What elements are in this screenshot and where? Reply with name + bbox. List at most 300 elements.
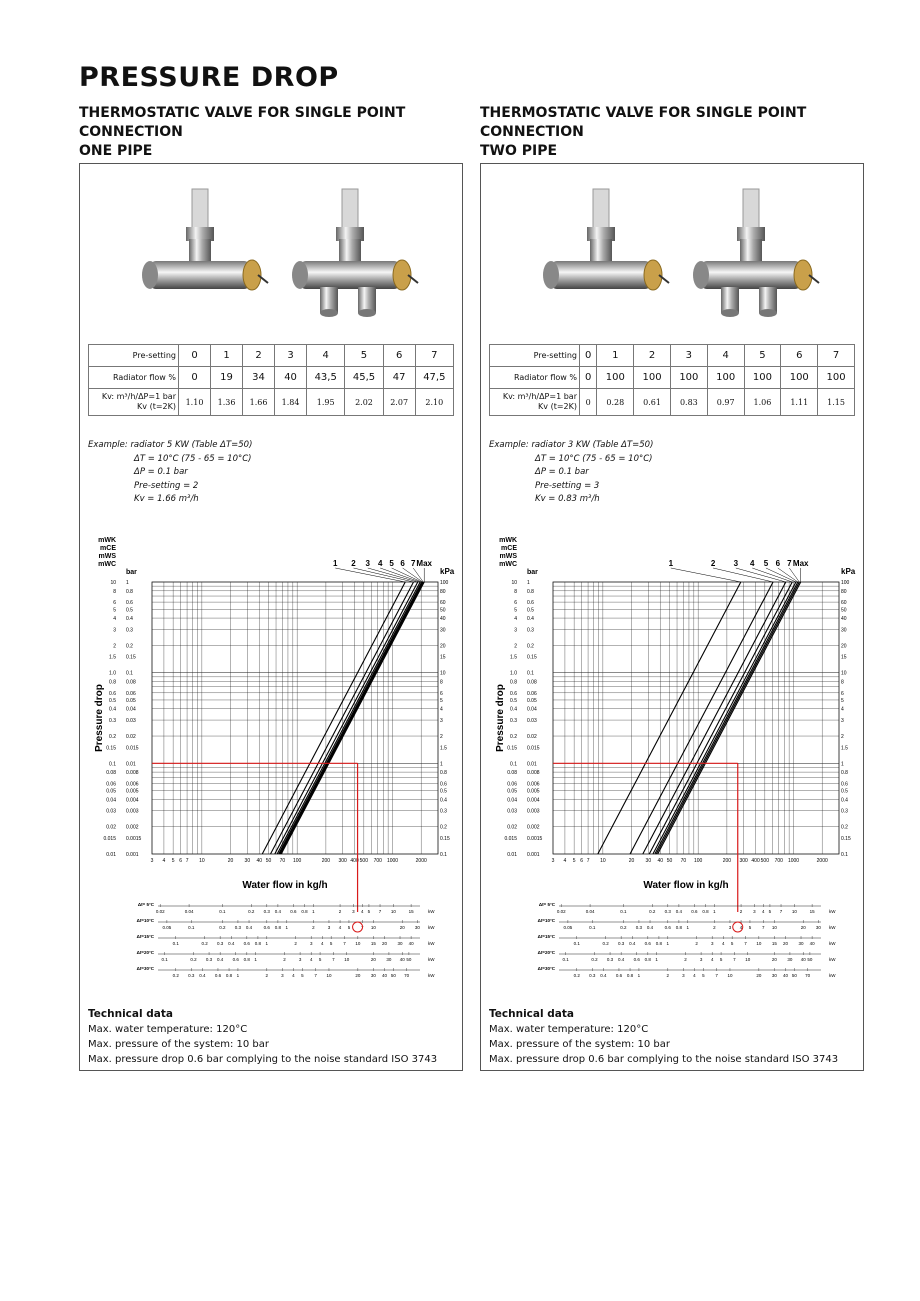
kpa-tick-label: 8 [841,679,844,686]
dt-tick-label: 7 [343,941,346,946]
table-cell: 100 [634,367,671,389]
outlet-end-shape [358,309,376,317]
bar-tick-label: 0.3 [527,627,534,634]
dt-row-label: Δt=30°C [136,966,154,971]
dt-tick-label: 3 [710,941,714,946]
bar-tick-label: 0.8 [527,588,534,595]
example-line: Pre-setting = 3 [535,480,600,491]
bar-tick-label: 0.1 [126,670,133,677]
dt-tick-label: 5 [730,941,734,946]
table-cell: 43,5 [307,367,345,389]
dt-tick-label: 0.04 [184,909,194,914]
dt-tick-label: 5 [367,909,371,914]
dt-tick-label: 10 [326,973,332,978]
table-cell: 100 [781,367,818,389]
series-leader [752,568,792,582]
dt-tick-label: 30 [397,941,403,946]
technical-heading: Technical data [88,1008,173,1020]
series-line [655,582,798,854]
dt-tick-label: 4 [722,941,725,946]
dt-tick-label: 0.4 [646,925,654,930]
pressure-drop-chart [481,534,865,1014]
dt-unit-label: kW [428,909,435,914]
bar-tick-label: 0.004 [527,797,540,804]
mwc-tick-label: 3 [514,627,517,634]
presetting-table [489,344,855,416]
kpa-tick-label: 10 [440,670,446,677]
nut-shape [587,227,615,241]
bar-tick-label: 0.004 [126,797,139,804]
pipe-shape [593,189,609,231]
series-label: Max [792,559,809,568]
dt-tick-label: 4 [361,909,364,914]
dt-row-label: Δt=30°C [537,966,555,971]
mwc-tick-label: 6 [113,600,116,607]
mwc-tick-label: 0.03 [106,808,116,815]
mwc-tick-label: 10 [511,580,517,586]
mwc-tick-label: 0.02 [507,824,517,831]
body-shape [551,261,651,289]
bar-tick-label: 0.4 [527,616,534,623]
series-leader [403,568,423,582]
kpa-tick-label: 60 [841,600,847,607]
series-leader [368,568,418,582]
x-tick-label: 7 [185,858,189,864]
stem-shape [740,239,762,261]
dt-tick-label: 0.2 [573,973,580,978]
dt-tick-label: 4 [693,973,696,978]
dt-tick-label: 0.6 [633,957,640,962]
dt-tick-label: 15 [408,909,414,914]
x-tick-label: 6 [179,858,183,864]
table-cell: 1.66 [243,389,275,416]
dt-tick-label: 70 [404,973,410,978]
kpa-tick-label: 0.8 [440,770,447,777]
dt-tick-label: 2 [684,957,687,962]
mwc-tick-label: 0.015 [504,836,517,843]
x-tick-label: 20 [628,858,635,864]
dt-unit-label: kW [428,941,435,946]
mwc-tick-label: 0.4 [510,706,517,713]
table-row [490,389,855,416]
series-label: 2 [710,559,716,568]
bar-tick-label: 0.015 [126,745,139,752]
x-tick-label: 20 [227,858,234,864]
dt-tick-label: 0.1 [562,957,569,962]
table-cell: 100 [818,367,855,389]
x-tick-label: 300 [739,858,748,864]
dt-unit-label: kW [829,957,836,962]
x-tick-label: 1000 [386,858,399,864]
subtitle-line: THERMOSTATIC VALVE FOR SINGLE POINT [480,105,807,121]
kpa-tick-label: 0.3 [440,808,447,815]
dt-tick-label: 7 [378,909,382,914]
dt-tick-label: 7 [314,973,317,978]
x-tick-label: 40 [256,858,263,864]
dt-unit-label: kW [428,957,435,962]
dt-tick-label: 7 [779,909,783,914]
dt-row-label: Δt=10°C [136,918,154,923]
technical-heading: Technical data [489,1008,574,1020]
kpa-tick-label: 1 [841,761,844,768]
x-tick-label: 500 [359,858,368,864]
dt-tick-label: 0.8 [254,941,262,946]
x-tick-label: 700 [774,858,783,864]
dt-tick-label: 2 [283,957,286,962]
unit-label: mCE [100,545,116,552]
mwc-tick-label: 0.15 [106,745,116,752]
dt-tick-label: 0.02 [556,909,566,914]
outlet-end-shape [759,309,777,317]
dt-tick-label: 0.05 [162,925,172,930]
unit-label: mWK [499,537,517,544]
dt-tick-label: 5 [702,973,705,978]
table-cell: 0.61 [634,389,671,416]
bar-tick-label: 0.06 [527,690,537,697]
nut-shape [336,227,364,241]
kpa-tick-label: 8 [440,679,443,686]
valve-icon [543,189,669,290]
dt-unit-label: kW [829,925,836,930]
mwc-tick-label: 4 [514,616,517,623]
dt-tick-label: 30 [787,957,793,962]
mwc-tick-label: 4 [113,616,116,623]
table-cell: 47 [383,367,415,389]
series-leader [789,568,799,582]
kpa-label: kPa [440,567,455,576]
dt-tick-label: 7 [744,941,747,946]
dt-tick-label: 0.8 [675,925,683,930]
table-cell: 0.97 [707,389,744,416]
dt-tick-label: 0.8 [655,941,663,946]
dt-tick-label: 0.3 [664,909,671,914]
kpa-tick-label: 50 [841,607,847,614]
kpa-tick-label: 40 [440,616,446,623]
x-tick-label: 70 [279,858,286,864]
dt-tick-label: 0.8 [243,957,250,962]
row-label-line: Kv: m³/h/ΔP=1 bar [101,392,176,401]
dt-tick-label: 4 [762,909,765,914]
dt-tick-label: 4 [321,941,324,946]
pipe-shape [342,189,358,231]
mwc-tick-label: 0.6 [510,690,517,697]
dt-tick-label: 0.1 [161,957,168,962]
dt-tick-label: 0.6 [243,941,250,946]
kpa-tick-label: 4 [440,706,443,713]
table-cell: 1.84 [275,389,307,416]
dt-tick-label: 10 [791,909,797,914]
dt-row-label: Δt= 5°C [137,902,154,907]
dt-tick-label: 0.6 [263,925,270,930]
x-tick-label: 400 [350,858,359,864]
dt-tick-label: 4 [292,973,295,978]
series-line [280,582,423,854]
dt-tick-label: 2 [294,941,297,946]
table-cell: 2.02 [345,389,383,416]
kpa-tick-label: 0.15 [841,836,851,843]
kpa-tick-label: 3 [841,718,844,725]
table-cell: 34 [243,367,275,389]
kpa-tick-label: 0.6 [440,781,447,788]
mwc-tick-label: 6 [514,600,517,607]
dt-tick-label: 0.4 [629,941,636,946]
kpa-tick-label: 0.1 [440,852,447,858]
mwc-tick-label: 0.04 [507,797,517,804]
series-label: 7 [787,559,792,568]
technical-line: Max. pressure drop 0.6 bar complying to the noise standard ISO 3743 [88,1054,438,1065]
dt-tick-label: 4 [739,925,743,930]
bar-tick-label: 0.6 [527,600,534,607]
kpa-tick-label: 80 [841,588,847,595]
table-cell: 7 [818,345,855,367]
dt-tick-label: 15 [370,941,376,946]
mwc-tick-label: 0.05 [507,788,517,795]
kpa-tick-label: 0.5 [841,788,848,795]
bar-tick-label: 0.01 [527,761,537,768]
subtitle-line: THERMOSTATIC VALVE FOR SINGLE POINT [79,105,406,121]
bar-tick-label: 0.006 [126,781,139,788]
port-shape [693,261,709,289]
x-tick-label: 100 [293,858,302,864]
x-tick-label: 4 [563,858,567,864]
outlet-end-shape [320,309,338,317]
x-tick-label: 5 [572,858,576,864]
series-leader [392,568,422,582]
mwc-tick-label: 1.5 [510,654,517,661]
kpa-tick-label: 0.15 [440,836,450,843]
port-shape [543,261,559,289]
dt-tick-label: 1 [655,957,658,962]
page-title: PRESSURE DROP [79,62,339,93]
dt-tick-label: 10 [771,925,777,930]
table-cell: 1.36 [211,389,243,416]
dt-tick-label: 0.2 [201,941,208,946]
kpa-tick-label: 5 [841,697,844,704]
dt-tick-label: 7 [762,925,765,930]
kpa-tick-label: 5 [440,697,443,704]
table-cell: 2.07 [383,389,415,416]
x-tick-label: 30 [244,858,251,864]
nut-shape [737,227,765,241]
bar-tick-label: 0.15 [527,654,537,661]
dt-tick-label: 0.4 [274,909,282,914]
mwc-tick-label: 0.5 [510,697,517,704]
row-label: Pre-setting [89,345,179,367]
dt-tick-label: 50 [390,973,396,978]
table-cell: 100 [744,367,781,389]
dt-tick-label: 20 [399,925,405,930]
dt-tick-label: 0.02 [155,909,165,914]
dt-tick-label: 5 [347,925,351,930]
bar-tick-label: 0.5 [126,607,133,614]
bar-tick-label: 0.15 [126,654,136,661]
kpa-tick-label: 20 [841,643,847,650]
table-cell: 100 [670,367,707,389]
y-axis-label: Pressure drop [495,684,506,752]
bar-label: bar [126,569,137,576]
dt-tick-label: 4 [338,925,342,930]
table-cell: 2 [634,345,671,367]
example-block [489,439,653,507]
dt-tick-label: 3 [309,941,313,946]
dt-tick-label: 1 [312,909,315,914]
series-leader [380,568,420,582]
dt-tick-label: 2 [338,909,342,914]
dt-tick-label: 10 [727,973,733,978]
dt-tick-label: 10 [745,957,751,962]
row-label: Radiator flow % [490,367,580,389]
series-line [279,582,422,854]
mwc-tick-label: 0.6 [109,690,116,697]
dt-tick-label: 15 [809,909,815,914]
bar-tick-label: 0.008 [527,770,540,777]
technical-line: Max. pressure of the system: 10 bar [88,1039,270,1050]
dt-tick-label: 0.2 [190,957,197,962]
kpa-tick-label: 60 [440,600,446,607]
example-block [88,439,252,507]
bar-tick-label: 0.1 [527,670,534,677]
dt-tick-label: 0.6 [644,941,651,946]
example-line: ΔP = 0.1 bar [535,467,589,477]
dt-tick-label: 4 [309,957,313,962]
dt-tick-label: 0.1 [188,925,195,930]
dt-tick-label: 3 [352,909,355,914]
dt-row-label: Δt=10°C [537,918,555,923]
technical-line: Max. water temperature: 120°C [489,1024,649,1035]
dt-tick-label: 1 [265,941,269,946]
x-axis-label: Water flow in kg/h [242,880,328,891]
dt-tick-label: 0.1 [172,941,179,946]
dt-unit-label: kW [829,973,836,978]
series-line [656,582,799,854]
bar-tick-label: 0.4 [126,616,133,623]
series-line [653,582,796,854]
series-label: 2 [351,559,356,568]
x-tick-label: 50 [666,858,673,864]
dt-tick-label: 0.3 [205,957,213,962]
row-label [490,389,580,416]
series-leader [335,568,405,582]
table-cell: 100 [597,367,634,389]
bar-tick-label: 0.08 [527,679,537,686]
body-shape [701,261,801,289]
dt-row-label: Δt=15°C [537,934,555,939]
stem-shape [590,239,612,261]
kpa-tick-label: 0.4 [440,797,447,804]
kpa-tick-label: 0.6 [841,781,848,788]
series-label: 7 [411,559,416,568]
dt-tick-label: 0.4 [217,957,224,962]
dt-tick-label: 30 [414,925,420,930]
x-tick-label: 10 [600,858,606,864]
bar-tick-label: 0.2 [126,643,133,650]
subtitle-line: ONE PIPE [79,143,153,159]
x-tick-label: 4 [162,858,166,864]
dt-tick-label: 1 [285,925,289,930]
table-cell: 45,5 [345,367,383,389]
chart-grid [152,582,438,854]
table-row [490,367,855,389]
technical-data [489,1007,838,1067]
dt-tick-label: 0.4 [228,941,235,946]
dt-tick-label: 0.8 [274,925,282,930]
mwc-tick-label: 8 [514,588,517,595]
example-line: ΔT = 10°C (75 - 65 = 10°C) [535,453,653,464]
kpa-tick-label: 10 [841,670,847,677]
technical-line: Max. pressure drop 0.6 bar complying to the noise standard ISO 3743 [489,1054,839,1065]
table-cell: 0.83 [670,389,707,416]
dt-tick-label: 30 [386,957,392,962]
table-cell: 1.15 [818,389,855,416]
dt-unit-label: kW [829,909,836,914]
dt-tick-label: 40 [809,941,815,946]
x-tick-label: 200 [321,858,331,864]
dt-tick-label: 50 [791,973,797,978]
dt-tick-label: 0.3 [263,909,270,914]
pipe-shape [743,189,759,231]
kpa-tick-label: 4 [841,706,844,713]
dt-tick-label: 0.2 [620,925,627,930]
x-tick-label: 700 [373,858,382,864]
dt-tick-label: 20 [370,957,376,962]
dt-tick-label: 2 [666,973,670,978]
dt-tick-label: 0.1 [589,925,596,930]
dt-tick-label: 0.6 [232,957,239,962]
x-tick-label: 300 [338,858,347,864]
bar-tick-label: 0.03 [527,718,537,725]
outlet-end-shape [721,309,739,317]
bar-tick-label: 1 [126,580,129,586]
pipe-shape [192,189,208,231]
plot-frame [553,582,839,854]
mwc-tick-label: 0.15 [507,745,517,752]
dt-tick-label: 0.2 [649,909,656,914]
panel-one-pipe [79,163,463,1071]
dt-tick-label: 1 [254,957,257,962]
dt-tick-label: 0.4 [618,957,625,962]
dt-tick-label: 70 [805,973,811,978]
dt-tick-label: 1 [666,941,670,946]
series-label: 3 [733,559,739,568]
dt-tick-label: 1 [713,909,716,914]
series-line [649,582,792,854]
dt-tick-label: 0.2 [219,925,226,930]
subtitle-line: CONNECTION [480,124,584,140]
dt-tick-label: 0.2 [591,957,598,962]
dt-tick-label: 2 [695,941,698,946]
dt-tick-label: 10 [355,941,361,946]
kpa-tick-label: 20 [440,643,446,650]
bar-tick-label: 0.003 [527,808,540,815]
dt-tick-label: 0.2 [172,973,179,978]
kpa-tick-label: 6 [841,690,844,697]
bar-tick-label: 0.003 [126,808,139,815]
series-line [658,582,801,854]
kpa-tick-label: 0.4 [841,797,848,804]
bar-label: bar [527,569,538,576]
row-label-line: Kv (t=2K) [538,402,577,411]
x-tick-label: 400 [751,858,760,864]
body-shape [300,261,400,289]
dt-unit-label: kW [428,973,435,978]
table-cell: 0 [580,367,597,389]
stem-shape [339,239,361,261]
subtitle-line: TWO PIPE [480,143,558,159]
x-tick-label: 10 [199,858,205,864]
table-cell: 0 [179,367,211,389]
dt-tick-label: 3 [728,925,732,930]
dt-tick-label: 0.4 [675,909,683,914]
